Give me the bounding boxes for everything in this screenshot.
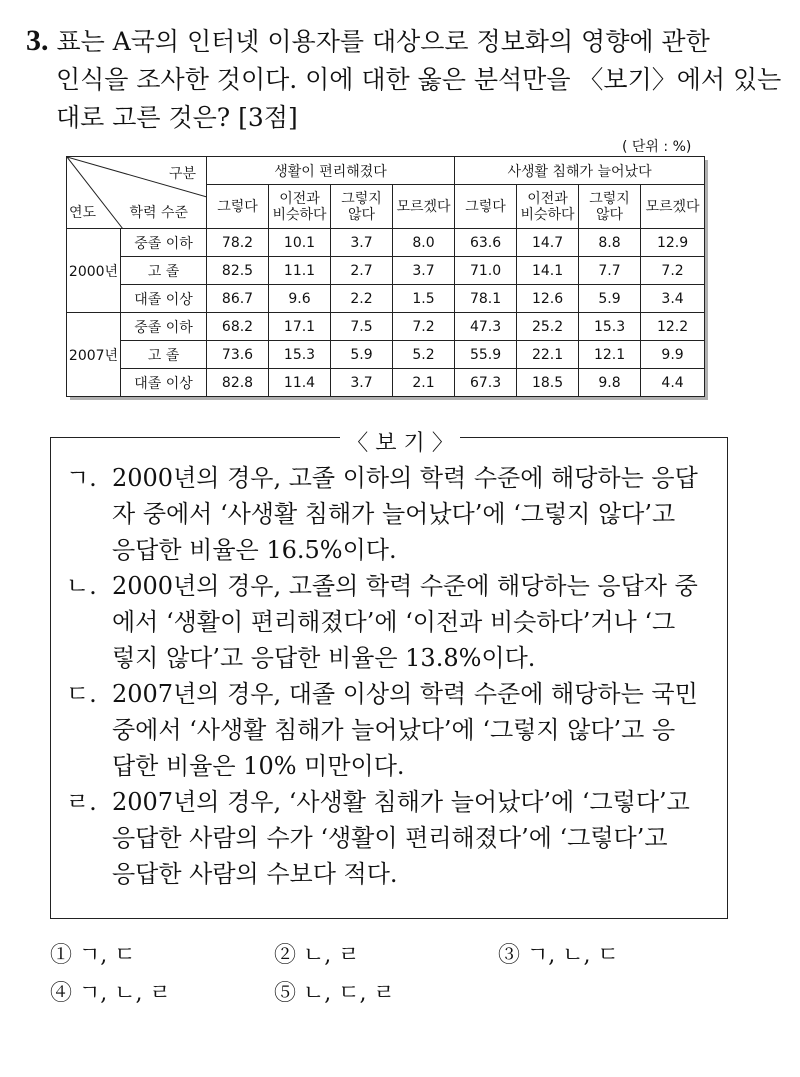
group-convenience: 생활이 편리해졌다 <box>207 157 455 185</box>
value-cell: 12.6 <box>517 285 579 313</box>
value-cell: 2.7 <box>331 257 393 285</box>
value-cell: 14.1 <box>517 257 579 285</box>
bogi-item-label: ㄷ. <box>66 680 97 708</box>
value-cell: 9.6 <box>269 285 331 313</box>
value-cell: 1.5 <box>393 285 455 313</box>
value-cell: 12.1 <box>579 341 641 369</box>
bogi-item-line <box>66 460 716 496</box>
value-cell: 8.8 <box>579 229 641 257</box>
header-row-1 <box>67 157 705 185</box>
choice-option[interactable]: ③ ㄱ, ㄴ, ㄷ <box>498 943 619 968</box>
bogi-item-line <box>66 676 716 712</box>
education-cell: 대졸 이상 <box>121 369 207 397</box>
value-cell: 3.4 <box>641 285 705 313</box>
header-category: 구분 <box>168 166 196 182</box>
subheader-cell <box>517 185 579 229</box>
subheader-cell <box>393 185 455 229</box>
question-text-1: 표는 A국의 인터넷 이용자를 대상으로 정보화의 영향에 관한 <box>56 27 710 56</box>
education-cell: 중졸 이하 <box>121 313 207 341</box>
question-line-1 <box>26 22 766 61</box>
value-cell: 11.4 <box>269 369 331 397</box>
table-row <box>67 285 705 313</box>
bogi-item-label: ㄴ. <box>66 572 97 600</box>
subheader-text <box>269 191 330 223</box>
bogi-item-text: 답한 비율은 10% 미만이다. <box>112 752 405 780</box>
bogi-item-text: 중에서 ‘사생활 침해가 늘어났다’에 ‘그렇지 않다’고 응 <box>112 716 676 744</box>
bogi-item-line <box>66 712 716 748</box>
subheader-text <box>393 199 454 215</box>
bogi-item-line <box>66 604 716 640</box>
bogi-item-text: 응답한 비율은 16.5%이다. <box>112 536 397 564</box>
subheader-text <box>331 191 392 223</box>
subheader-text <box>579 191 640 223</box>
header-year: 연도 <box>69 205 97 221</box>
survey-table <box>66 156 705 397</box>
subheader-cell <box>331 185 393 229</box>
subheader-cell <box>579 185 641 229</box>
bogi-item <box>66 568 716 676</box>
bogi-item <box>66 460 716 568</box>
bogi-item-text: 응답한 사람의 수보다 적다. <box>112 860 398 888</box>
education-cell: 중졸 이하 <box>121 229 207 257</box>
bogi-item-line <box>66 640 716 676</box>
value-cell: 8.0 <box>393 229 455 257</box>
bogi-item-text: 응답한 사람의 수가 ‘생활이 편리해졌다’에 ‘그렇다’고 <box>112 824 668 852</box>
bogi-item-line <box>66 568 716 604</box>
bogi-item-text: 자 중에서 ‘사생활 침해가 늘어났다’에 ‘그렇지 않다’고 <box>112 500 676 528</box>
table-row <box>67 369 705 397</box>
subheader-line: 이전과 <box>527 190 568 207</box>
value-cell: 7.2 <box>393 313 455 341</box>
table-row <box>67 313 705 341</box>
bogi-item <box>66 784 716 892</box>
value-cell: 14.7 <box>517 229 579 257</box>
value-cell: 71.0 <box>455 257 517 285</box>
subheader-line: 그렇다 <box>465 198 506 215</box>
value-cell: 11.1 <box>269 257 331 285</box>
subheader-line: 않다 <box>596 206 624 223</box>
year-cell: 2007년 <box>67 313 121 397</box>
table-row <box>67 229 705 257</box>
value-cell: 7.5 <box>331 313 393 341</box>
subheader-line: 모르겠다 <box>645 198 700 215</box>
bogi-item <box>66 676 716 784</box>
value-cell: 68.2 <box>207 313 269 341</box>
value-cell: 10.1 <box>269 229 331 257</box>
subheader-line: 이전과 <box>279 190 320 207</box>
value-cell: 18.5 <box>517 369 579 397</box>
value-cell: 9.8 <box>579 369 641 397</box>
value-cell: 47.3 <box>455 313 517 341</box>
bogi-item-line <box>66 820 716 856</box>
header-education: 학력 수준 <box>129 205 188 221</box>
diagonal-header-cell <box>67 157 207 229</box>
value-cell: 55.9 <box>455 341 517 369</box>
value-cell: 3.7 <box>393 257 455 285</box>
bogi-items <box>66 460 716 892</box>
bogi-item-text: 2000년의 경우, 고졸 이하의 학력 수준에 해당하는 응답 <box>112 464 698 492</box>
bogi-item-label: ㄱ. <box>66 464 97 492</box>
bogi-item-line <box>66 748 716 784</box>
value-cell: 9.9 <box>641 341 705 369</box>
value-cell: 22.1 <box>517 341 579 369</box>
choice-option[interactable]: ⑤ ㄴ, ㄷ, ㄹ <box>274 981 395 1006</box>
value-cell: 17.1 <box>269 313 331 341</box>
value-cell: 3.7 <box>331 369 393 397</box>
subheader-cell <box>269 185 331 229</box>
subheader-text <box>641 199 704 215</box>
subheader-line: 그렇지 <box>341 190 382 207</box>
value-cell: 5.9 <box>579 285 641 313</box>
value-cell: 15.3 <box>269 341 331 369</box>
bogi-item-line <box>66 784 716 820</box>
value-cell: 82.8 <box>207 369 269 397</box>
bogi-item-text: 에서 ‘생활이 편리해졌다’에 ‘이전과 비슷하다’거나 ‘그 <box>112 608 676 636</box>
value-cell: 63.6 <box>455 229 517 257</box>
education-cell: 고 졸 <box>121 257 207 285</box>
subheader-line: 않다 <box>347 206 376 223</box>
value-cell: 4.4 <box>641 369 705 397</box>
subheader-line: 그렇다 <box>217 198 258 215</box>
bogi-item-line <box>66 856 716 892</box>
bogi-item-text: 2007년의 경우, ‘사생활 침해가 늘어났다’에 ‘그렇다’고 <box>112 788 690 816</box>
bogi-item-label: ㄹ. <box>66 788 97 816</box>
value-cell: 78.2 <box>207 229 269 257</box>
bogi-item-line <box>66 532 716 568</box>
value-cell: 82.5 <box>207 257 269 285</box>
bogi-item-line <box>66 496 716 532</box>
value-cell: 67.3 <box>455 369 517 397</box>
subheader-cell <box>207 185 269 229</box>
question-line-3: 대로 고른 것은? [3점] <box>56 103 298 132</box>
choice-option[interactable]: ④ ㄱ, ㄴ, ㄹ <box>50 981 171 1006</box>
choice-option[interactable]: ② ㄴ, ㄹ <box>274 943 360 968</box>
subheader-text <box>517 191 578 223</box>
subheader-cell <box>455 185 517 229</box>
bogi-title: 〈 보 기 〉 <box>346 431 454 456</box>
value-cell: 5.9 <box>331 341 393 369</box>
group-privacy: 사생활 침해가 늘어났다 <box>455 157 705 185</box>
subheader-line: 모르겠다 <box>396 198 451 215</box>
subheader-line: 그렇지 <box>589 190 630 207</box>
value-cell: 7.7 <box>579 257 641 285</box>
table-body <box>67 229 705 397</box>
value-cell: 12.9 <box>641 229 705 257</box>
value-cell: 25.2 <box>517 313 579 341</box>
question-line-2: 인식을 조사한 것이다. 이에 대한 옳은 분석만을 〈보기〉에서 있는 <box>56 65 782 94</box>
value-cell: 78.1 <box>455 285 517 313</box>
bogi-item-text: 2007년의 경우, 대졸 이상의 학력 수준에 해당하는 국민 <box>112 680 698 708</box>
year-cell: 2000년 <box>67 229 121 313</box>
subheader-cell <box>641 185 705 229</box>
value-cell: 2.1 <box>393 369 455 397</box>
education-cell: 고 졸 <box>121 341 207 369</box>
choice-option[interactable]: ① ㄱ, ㄷ <box>50 943 136 968</box>
value-cell: 86.7 <box>207 285 269 313</box>
value-cell: 7.2 <box>641 257 705 285</box>
table-row <box>67 341 705 369</box>
value-cell: 73.6 <box>207 341 269 369</box>
bogi-item-text: 렇지 않다’고 응답한 비율은 13.8%이다. <box>112 644 536 672</box>
value-cell: 12.2 <box>641 313 705 341</box>
question <box>26 22 782 137</box>
survey-table-wrap <box>66 156 705 397</box>
bogi-item-text: 2000년의 경우, 고졸의 학력 수준에 해당하는 응답자 중 <box>112 572 698 600</box>
value-cell: 3.7 <box>331 229 393 257</box>
value-cell: 2.2 <box>331 285 393 313</box>
subheader-text <box>207 199 268 215</box>
question-number: 3. <box>26 24 49 57</box>
education-cell: 대졸 이상 <box>121 285 207 313</box>
value-cell: 15.3 <box>579 313 641 341</box>
unit-label: ( 단위 : %) <box>622 139 692 155</box>
subheader-line: 비슷하다 <box>272 206 327 223</box>
subheader-text <box>455 199 516 215</box>
subheader-line: 비슷하다 <box>520 206 575 223</box>
value-cell: 5.2 <box>393 341 455 369</box>
table-row <box>67 257 705 285</box>
